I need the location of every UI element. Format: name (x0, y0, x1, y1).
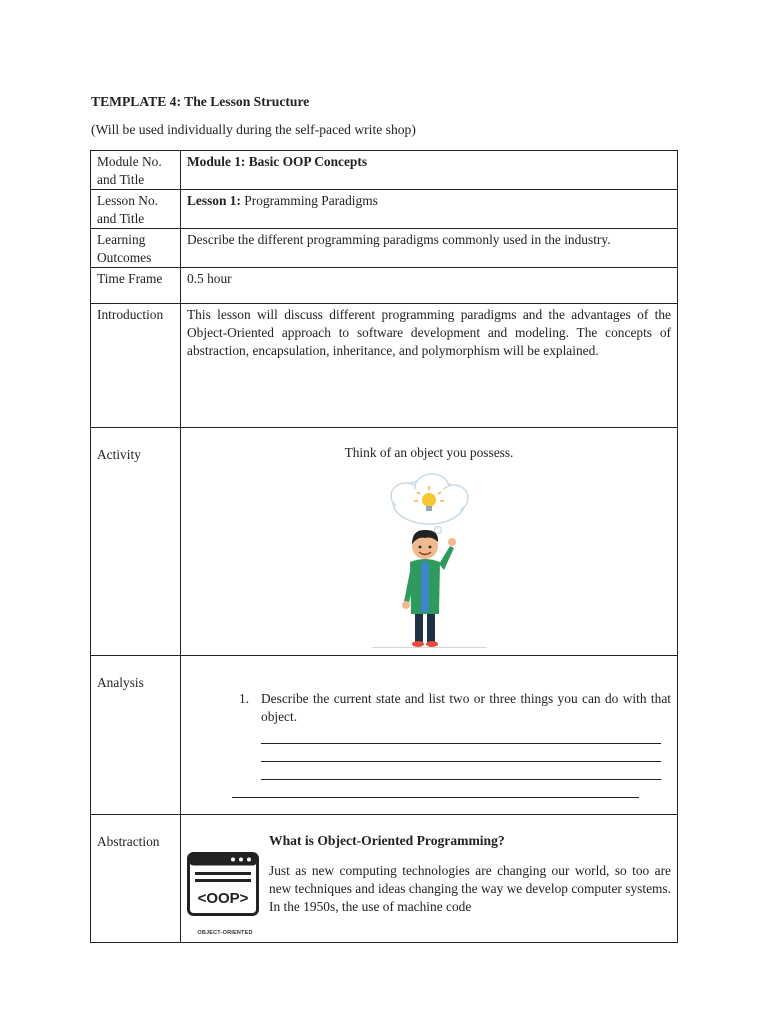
analysis-row (91, 656, 678, 815)
abstraction-title: What is Object-Oriented Programming? (269, 833, 505, 848)
analysis-item-number: 1. (239, 691, 250, 706)
answer-line-3[interactable] (261, 762, 661, 780)
abstraction-body: Just as new computing technologies are changing our world, so too are new techniques and ideas changing the way we develop computer systems. In the 1950s, the use of machine code (269, 863, 671, 914)
analysis-content (181, 656, 678, 815)
activity-row (91, 428, 678, 656)
answer-line-4[interactable] (232, 780, 639, 798)
abstraction-text (269, 832, 671, 942)
oop-window-icon (187, 852, 259, 916)
activity-label-cell (91, 428, 181, 656)
activity-prompt: Think of an object you possess. (344, 445, 514, 460)
introduction-value: This lesson will discuss different programming paradigms and the advantages of the Object-Oriented approach to software development and modeling. The concepts of abstraction, encapsulation, inheritance, and polymorphism will be explained. (181, 304, 678, 428)
outcomes-value: Describe the different programming paradigms commonly used in the industry. (181, 229, 678, 268)
lesson-number: Lesson 1: (187, 193, 241, 208)
activity-label: Activity (97, 447, 141, 462)
template-heading: TEMPLATE 4: The Lesson Structure (91, 94, 310, 109)
template-subheading: (Will be used individually during the self-paced write shop) (91, 122, 416, 137)
module-label: Module No. and Title (91, 151, 181, 190)
lesson-structure-table (90, 150, 678, 943)
lesson-title: Programming Paradigms (240, 193, 378, 208)
introduction-row (91, 304, 678, 428)
lesson-value (181, 190, 678, 229)
analysis-label: Analysis (97, 675, 144, 690)
lesson-row (91, 190, 678, 229)
abstraction-label-cell (91, 815, 181, 943)
introduction-label: Introduction (91, 304, 181, 428)
oop-logo (187, 852, 263, 942)
activity-content (181, 428, 678, 656)
answer-line-1[interactable] (261, 726, 661, 744)
oop-logo-text: <OOP> (197, 890, 249, 907)
outcomes-row (91, 229, 678, 268)
lesson-label: Lesson No. and Title (91, 190, 181, 229)
timeframe-row (91, 268, 678, 304)
oop-logo-caption: OBJECT-ORIENTED (197, 930, 253, 936)
boy-figure-icon (402, 530, 456, 647)
abstraction-row (91, 815, 678, 943)
analysis-item-text: Describe the current state and list two or three things you can do with that object. (261, 691, 671, 724)
analysis-item-1 (239, 690, 671, 726)
outcomes-label: Learning Outcomes (91, 229, 181, 268)
module-row (91, 151, 678, 190)
abstraction-label: Abstraction (97, 834, 160, 849)
timeframe-value: 0.5 hour (181, 268, 678, 304)
timeframe-label: Time Frame (91, 268, 181, 304)
abstraction-content (181, 815, 678, 943)
boy-with-idea-illustration (372, 472, 487, 648)
module-value: Module 1: Basic OOP Concepts (181, 151, 678, 190)
answer-line-2[interactable] (261, 744, 661, 762)
abstraction-block (187, 832, 671, 942)
analysis-label-cell (91, 656, 181, 815)
